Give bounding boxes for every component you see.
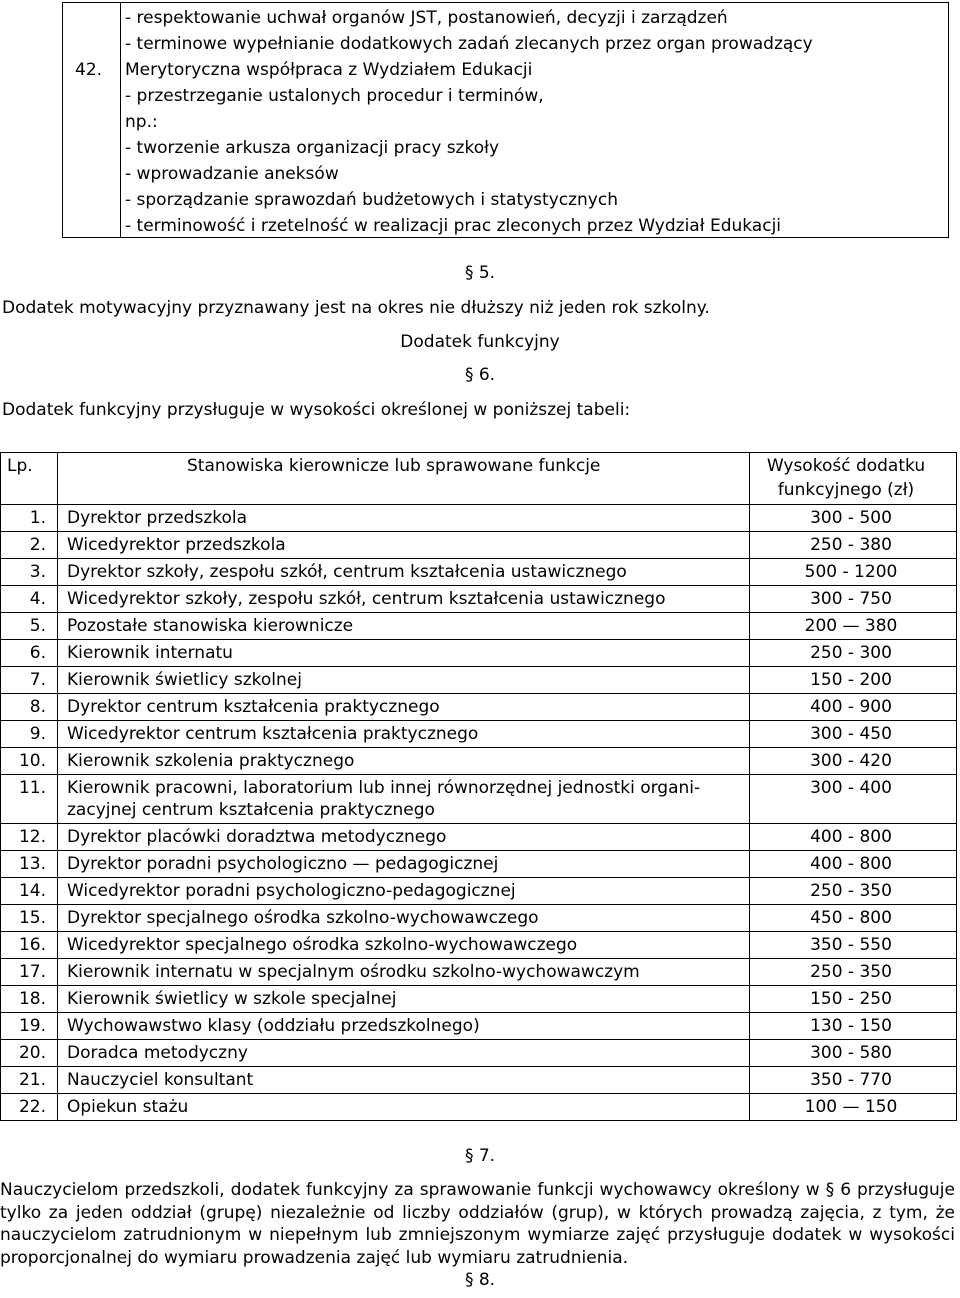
criteria-line: - terminowe wypełnianie dodatkowych zadań zlecanych przez organ prowadzący xyxy=(125,34,813,54)
row-name: Wychowawstwo klasy (oddziału przedszkolnego) xyxy=(67,1016,480,1036)
table-row xyxy=(1,824,956,851)
table-header-row xyxy=(1,453,956,505)
row-value: 350 - 770 xyxy=(810,1070,892,1090)
row-name: Wicedyrektor poradni psychologiczno-pedagogicznej xyxy=(67,881,516,901)
row-number: 8. xyxy=(29,697,46,717)
row-name: Kierownik pracowni, laboratorium lub innej równorzędnej jednostki organi- xyxy=(67,778,701,798)
table-row xyxy=(1,532,956,559)
criteria-number: 42. xyxy=(75,60,103,80)
table-row xyxy=(1,986,956,1013)
row-number: 7. xyxy=(29,670,46,690)
row-number: 6. xyxy=(29,643,46,663)
row-value: 300 - 750 xyxy=(810,589,892,609)
criteria-line: - respektowanie uchwał organów JST, postanowień, decyzji i zarządzeń xyxy=(125,8,728,28)
row-number: 13. xyxy=(18,854,46,874)
table-row xyxy=(1,559,956,586)
row-name: Dyrektor specjalnego ośrodka szkolno-wychowawczego xyxy=(67,908,539,928)
row-name: Dyrektor przedszkola xyxy=(67,508,248,528)
row-name: Wicedyrektor przedszkola xyxy=(67,535,286,555)
row-name: Dyrektor poradni psychologiczno — pedagogicznej xyxy=(67,854,499,874)
criteria-line: np.: xyxy=(125,112,158,132)
table-row xyxy=(1,932,956,959)
row-number: 20. xyxy=(18,1043,46,1063)
table-row xyxy=(1,613,956,640)
row-number: 21. xyxy=(18,1070,46,1090)
row-name: Dyrektor centrum kształcenia praktycznego xyxy=(67,697,440,717)
row-number: 19. xyxy=(18,1016,46,1036)
table-row xyxy=(1,959,956,986)
table-row xyxy=(1,721,956,748)
row-value: 150 - 250 xyxy=(810,989,892,1009)
row-number: 15. xyxy=(18,908,46,928)
row-value: 100 — 150 xyxy=(804,1097,898,1117)
criteria-line: Merytoryczna współpraca z Wydziałem Edukacji xyxy=(125,60,533,80)
row-value: 500 - 1200 xyxy=(804,562,898,582)
row-number: 12. xyxy=(18,827,46,847)
section-5-heading: § 5. xyxy=(464,263,496,283)
row-number: 4. xyxy=(29,589,46,609)
table-row xyxy=(1,905,956,932)
row-value: 400 - 800 xyxy=(810,827,892,847)
section-7-heading: § 7. xyxy=(464,1146,496,1166)
criteria-line: - sporządzanie sprawozdań budżetowych i statystycznych xyxy=(125,190,618,210)
section-6-heading: § 6. xyxy=(464,365,496,385)
row-number: 18. xyxy=(18,989,46,1009)
table-row xyxy=(1,1040,956,1067)
row-number: 1. xyxy=(29,508,46,528)
row-value: 400 - 900 xyxy=(810,697,892,717)
row-number: 9. xyxy=(29,724,46,744)
row-name: Doradca metodyczny xyxy=(67,1043,248,1063)
row-name: Opiekun stażu xyxy=(67,1097,189,1117)
row-value: 250 - 350 xyxy=(810,962,892,982)
section-6-text: Dodatek funkcyjny przysługuje w wysokości określonej w poniższej tabeli: xyxy=(2,400,631,420)
row-name: Kierownik świetlicy szkolnej xyxy=(67,670,302,690)
row-value: 250 - 300 xyxy=(810,643,892,663)
criteria-line: - terminowość i rzetelność w realizacji prac zleconych przez Wydział Edukacji xyxy=(125,216,782,236)
row-value: 130 - 150 xyxy=(810,1016,892,1036)
header-value-line1: Wysokość dodatku xyxy=(766,456,926,476)
row-number: 11. xyxy=(18,778,46,798)
row-number: 17. xyxy=(18,962,46,982)
header-lp: Lp. xyxy=(7,456,33,476)
table-row xyxy=(1,1013,956,1040)
row-number: 16. xyxy=(18,935,46,955)
row-value: 150 - 200 xyxy=(810,670,892,690)
row-value: 250 - 380 xyxy=(810,535,892,555)
section-7-text: Nauczycielom przedszkoli, dodatek funkcyjny za sprawowanie funkcji wychowawcy określony w § 6 przysługuje tylko za jeden oddział (grupę) niezależnie od liczby oddziałów (grup), w których prowadzą zajęcia, z tym, że nauczycielom zatrudnionym w niepełnym lub zmniejszonym wymiarze zajęć przysługuje dodatek w wysokości proporcjonalnej do wymiaru prowadzenia zajęć lub wymiaru zatrudnienia. xyxy=(0,1180,955,1268)
column-divider xyxy=(120,3,121,237)
header-value-line2: funkcyjnego (zł) xyxy=(777,480,915,500)
table-row xyxy=(1,667,956,694)
row-number: 22. xyxy=(18,1097,46,1117)
section-5-text: Dodatek motywacyjny przyznawany jest na okres nie dłuższy niż jeden rok szkolny. xyxy=(2,298,710,318)
row-value: 300 - 420 xyxy=(810,751,892,771)
row-value: 200 — 380 xyxy=(804,616,898,636)
row-name: Kierownik szkolenia praktycznego xyxy=(67,751,355,771)
section-8-heading: § 8. xyxy=(464,1270,496,1290)
row-value: 400 - 800 xyxy=(810,854,892,874)
row-name-cont: zacyjnej centrum kształcenia praktycznego xyxy=(67,800,435,820)
row-name: Kierownik internatu xyxy=(67,643,233,663)
row-name: Wicedyrektor specjalnego ośrodka szkolno-wychowawczego xyxy=(67,935,578,955)
row-name: Kierownik świetlicy w szkole specjalnej xyxy=(67,989,397,1009)
row-value: 250 - 350 xyxy=(810,881,892,901)
row-number: 2. xyxy=(29,535,46,555)
row-name: Dyrektor szkoły, zespołu szkół, centrum kształcenia ustawicznego xyxy=(67,562,627,582)
table-row xyxy=(1,1067,956,1094)
criteria-table xyxy=(62,2,949,238)
row-name: Pozostałe stanowiska kierownicze xyxy=(67,616,354,636)
row-name: Dyrektor placówki doradztwa metodycznego xyxy=(67,827,447,847)
table-row xyxy=(1,586,956,613)
row-number: 3. xyxy=(29,562,46,582)
allowance-table xyxy=(0,452,957,1121)
row-name: Wicedyrektor szkoły, zespołu szkół, centrum kształcenia ustawicznego xyxy=(67,589,666,609)
row-number: 5. xyxy=(29,616,46,636)
row-name: Wicedyrektor centrum kształcenia praktycznego xyxy=(67,724,479,744)
criteria-line: - tworzenie arkusza organizacji pracy szkoły xyxy=(125,138,499,158)
table-row xyxy=(1,775,956,824)
table-row xyxy=(1,505,956,532)
row-value: 350 - 550 xyxy=(810,935,892,955)
section-6-subtitle: Dodatek funkcyjny xyxy=(400,332,560,352)
header-name: Stanowiska kierownicze lub sprawowane funkcje xyxy=(187,456,601,476)
table-row xyxy=(1,640,956,667)
row-value: 300 - 450 xyxy=(810,724,892,744)
criteria-line: - przestrzeganie ustalonych procedur i terminów, xyxy=(125,86,544,106)
row-value: 300 - 400 xyxy=(810,778,892,798)
table-row xyxy=(1,694,956,721)
row-name: Kierownik internatu w specjalnym ośrodku szkolno-wychowawczym xyxy=(67,962,640,982)
table-row xyxy=(1,748,956,775)
table-row xyxy=(1,878,956,905)
row-value: 300 - 580 xyxy=(810,1043,892,1063)
row-value: 300 - 500 xyxy=(810,508,892,528)
row-name: Nauczyciel konsultant xyxy=(67,1070,254,1090)
row-value: 450 - 800 xyxy=(810,908,892,928)
table-row xyxy=(1,851,956,878)
table-row xyxy=(1,1094,956,1121)
criteria-line: - wprowadzanie aneksów xyxy=(125,164,339,184)
row-number: 14. xyxy=(18,881,46,901)
row-number: 10. xyxy=(18,751,46,771)
